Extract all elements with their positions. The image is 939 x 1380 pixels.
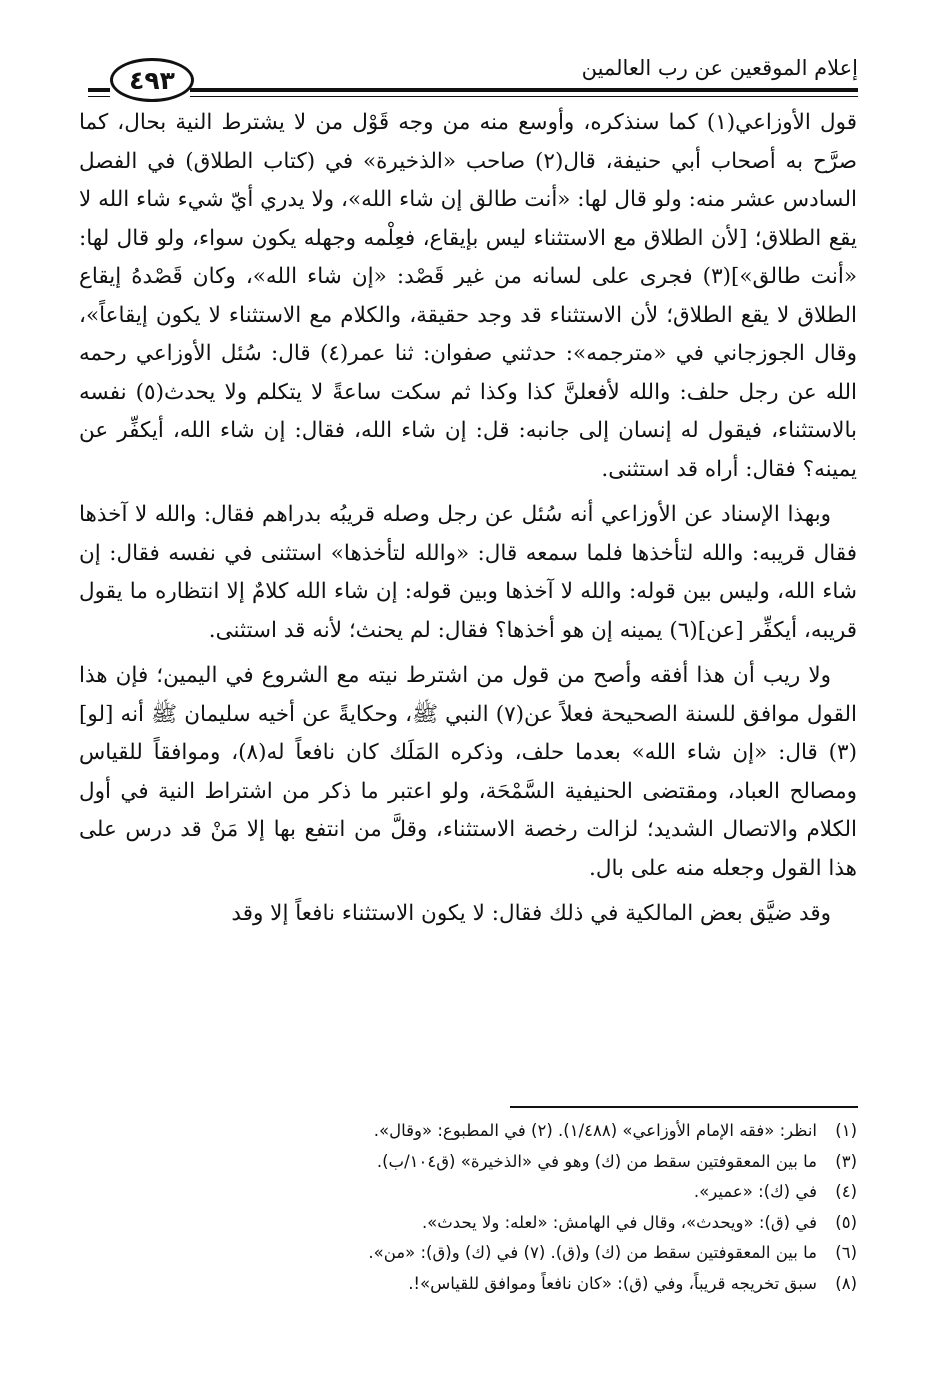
- header-rule-left-thin: [88, 96, 110, 97]
- paragraph-2: وبهذا الإسناد عن الأوزاعي أنه سُئل عن رجل وصله قريبُه بدراهم فقال: والله لا آخذها فقال قريبه: والله لتأخذها فلما سمعه قال: «والله لتأخذها» استثنى في نفسه فقال: إن شاء الله، وليس بين قوله: والله لا آخذها وبين قوله: إن شاء الله كلامٌ إلا انتظاره ما يقول قريبه، أيكفِّر [عن](٦) يمينه إن هو أخذها؟ فقال: لم يحنث؛ لأنه قد استثنى.: [79, 502, 857, 643]
- main-text: [79, 104, 857, 934]
- paragraph-3: ولا ريب أن هذا أفقه وأصح من قول من اشترط نيته مع الشروع في اليمين؛ فإن هذا القول موافق للسنة الصحيحة فعلاً عن(٧) النبي ﷺ، وحكايةً عن أخيه سليمان ﷺ أنه [لو](٣) قال: «إن شاء الله» بعدما حلف، وذكره المَلَك كان نافعاً له(٨)، وموافقاً للقياس ومصالح العباد، ومقتضى الحنيفية السَّمْحَة، ولو اعتبر ما ذكر من اشتراط النية في أول الكلام والاتصال الشديد؛ لزالت رخصة الاستثناء، وقلَّ من انتفع بها إلا مَنْ قد درس على هذا القول وجعله منه على بال.: [79, 663, 858, 881]
- footnote-text: سبق تخريجه قريباً، وفي (ق): «كان نافعاً وموافق للقياس»!.: [408, 1273, 817, 1293]
- footnote-1: [157, 1116, 857, 1147]
- footnote-number: (٦): [835, 1243, 857, 1262]
- header-rule-left-thick: [88, 88, 110, 92]
- footnote-separator: [510, 1106, 858, 1108]
- footnote-8: [157, 1269, 857, 1300]
- footnote-number: (٣): [835, 1151, 857, 1171]
- paragraph-1: قول الأوزاعي(١) كما سنذكره، وأوسع منه من وجه قَوْل من لا يشترط النية بحال، كما صرَّح به أصحاب أبي حنيفة، قال(٢) صاحب «الذخيرة» في (كتاب الطلاق) في الفصل السادس عشر منه: ولو قال لها: «أنت طالق إن شاء الله»، ولا يدري أيّ شيء شاء الله لا يقع الطلاق؛ [لأن الطلاق مع الاستثناء ليس بإيقاع، فعِلْمه وجهله يكون سواء، ولو قال لها: «أنت طالق»](٣) فجرى على لسانه من غير قَصْد: «إن شاء الله»، وكان قَصْدهُ إيقاع الطلاق لا يقع الطلاق؛ لأن الاستثناء قد وجد حقيقة، والكلام مع الاستثناء لا يكون إيقاعاً»، وقال الجوزجاني في «مترجمه»: حدثني صفوان: ثنا عمر(٤) قال: سُئل الأوزاعي رحمه الله عن رجل حلف: والله لأفعلنَّ كذا وكذا ثم سكت ساعةً لا يتكلم ولا يحدث(٥) نفسه بالاستثناء، فيقول له إنسان إلى جانبه: قل: إن شاء الله، فقال: إن شاء الله، أيكفِّر عن يمينه؟ فقال: أراه قد استثنى.: [79, 110, 857, 482]
- footnote-text: ما بين المعقوفتين سقط من (ك) و(ق). (٧) في (ك) و(ق): «من».: [368, 1243, 817, 1262]
- header-rule-thick: [190, 88, 858, 92]
- footnote-3: [157, 1147, 857, 1178]
- footnote-number: (٨): [835, 1273, 857, 1293]
- footnote-text: ما بين المعقوفتين سقط من (ك) وهو في «الذخيرة» (ق١٠٤/ب).: [376, 1151, 817, 1171]
- footnote-number: (١): [835, 1121, 857, 1140]
- footnote-text: في (ق): «ويحدث»، وقال في الهامش: «لعله: ولا يحدث».: [421, 1212, 817, 1232]
- footnote-text: انظر: «فقه الإمام الأوزاعي» (١/٤٨٨). (٢) في المطبوع: «وقال».: [373, 1121, 817, 1140]
- footnote-number: (٤): [835, 1182, 857, 1201]
- footnote-6: [157, 1238, 857, 1269]
- page-number-badge: ٤٩٣: [110, 58, 194, 102]
- paragraph-4: وقد ضيَّق بعض المالكية في ذلك فقال: لا يكون الاستثناء نافعاً إلا وقد: [231, 901, 831, 926]
- footnote-number: (٥): [835, 1212, 857, 1232]
- page-header: [88, 30, 858, 100]
- footnote-5: [157, 1208, 857, 1239]
- running-title: إعلام الموقعين عن رب العالمين: [581, 56, 858, 80]
- footnotes: [157, 1116, 857, 1299]
- footnote-text: في (ك): «عمير».: [693, 1182, 817, 1201]
- footnote-4: [157, 1177, 857, 1208]
- header-rule-thin: [190, 96, 858, 97]
